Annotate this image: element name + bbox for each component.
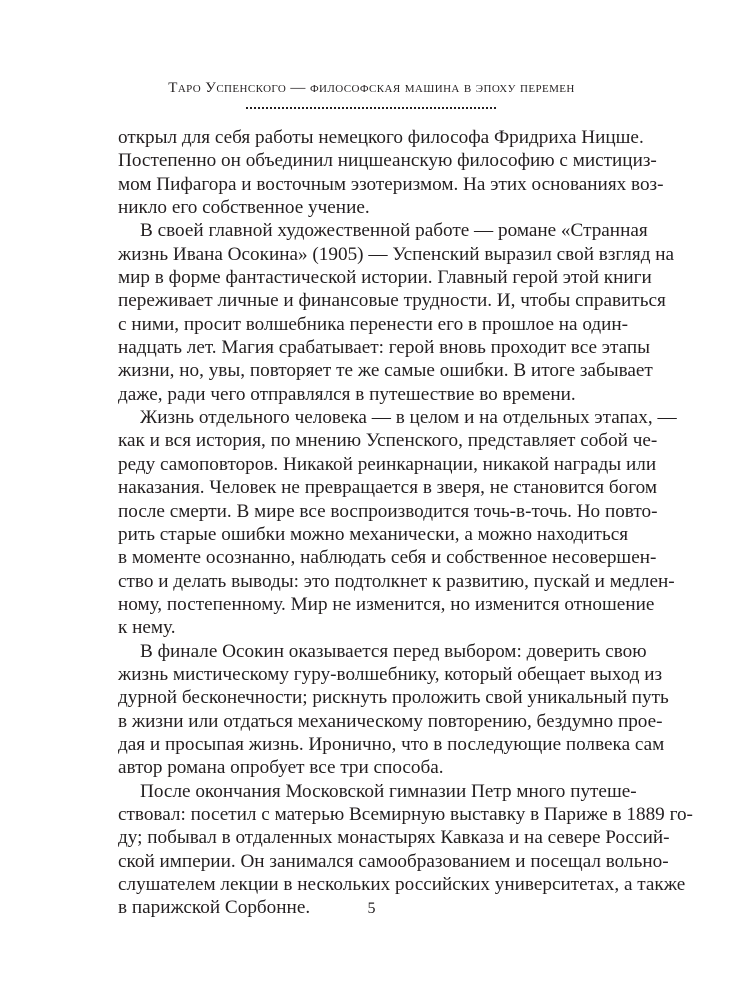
running-header: Таро Успенского — философская машина в эпоху перемен — [168, 80, 575, 96]
text-line: с ними, просит волшебника перенести его в прошлое на один- — [118, 313, 629, 335]
paragraph — [118, 126, 664, 219]
text-line: ствовал: посетил с матерью Всемирную выставку в Париже в 1889 го- — [118, 803, 693, 825]
paragraph — [118, 780, 693, 920]
text-line: жизни, но, увы, повторяет те же самые ошибки. В итоге забывает — [118, 360, 653, 382]
text-line: надцать лет. Магия срабатывает: герой вновь проходит все этапы — [118, 337, 651, 359]
text-line: В финале Осокин оказывается перед выбором: доверить свою — [140, 640, 647, 662]
text-line: реду самоповторов. Никакой реинкарнации, никакой награды или — [118, 453, 657, 475]
text-line: в жизни или отдаться механическому повторению, бездумно прое- — [118, 710, 663, 732]
text-line: Жизнь отдельного человека — в целом и на отдельных этапах, — — [140, 407, 677, 429]
text-line: После окончания Московской гимназии Петр много путеше- — [140, 780, 637, 802]
text-line: к нему. — [118, 617, 176, 639]
text-line: в парижской Сорбонне. — [118, 897, 311, 919]
text-line: наказания. Человек не превращается в зверя, не становится богом — [118, 477, 658, 499]
text-line: В своей главной художественной работе — романе «Странная — [140, 220, 648, 242]
header-dotted-rule — [246, 107, 496, 109]
text-line: ному, постепенному. Мир не изменится, но изменится отношение — [118, 593, 655, 615]
text-line: в моменте осознанно, наблюдать себя и собственное несовершен- — [118, 547, 657, 569]
text-line: рить старые ошибки можно механически, а можно находиться — [118, 523, 629, 545]
body-text — [118, 126, 693, 920]
text-line: Постепенно он объединил ницшеанскую философию с мистициз- — [118, 150, 657, 172]
text-line: мир в форме фантастической истории. Главный герой этой книги — [118, 267, 652, 289]
text-line: дая и просыпая жизнь. Иронично, что в последующие полвека сам — [118, 733, 665, 755]
text-line: дурной бесконечности; рискнуть проложить свой уникальный путь — [118, 687, 669, 709]
text-line: открыл для себя работы немецкого философа Фридриха Ницше. — [118, 127, 644, 148]
text-line: ской империи. Он занимался самообразованием и посещал вольно- — [118, 850, 669, 872]
text-line: жизнь Ивана Осокина» (1905) — Успенский выразил свой взгляд на — [118, 243, 675, 265]
text-line: даже, ради чего отправлялся в путешествие во времени. — [118, 383, 576, 405]
text-line: как и вся история, по мнению Успенского, представляет собой че- — [118, 430, 658, 452]
paragraph — [118, 219, 675, 406]
text-line: переживает личные и финансовые трудности. И, чтобы справиться — [118, 290, 666, 312]
text-line: ство и делать выводы: это подтолкнет к развитию, пускай и медлен- — [118, 570, 675, 592]
text-line: ду; побывал в отдаленных монастырях Кавказа и на севере Россий- — [118, 827, 670, 849]
text-line: слушателем лекции в нескольких российских университетах, а также — [118, 874, 686, 895]
paragraph — [118, 406, 677, 639]
text-line: автор романа опробует все три способа. — [118, 757, 444, 779]
paragraph — [118, 640, 669, 780]
page-number: 5 — [367, 900, 376, 917]
text-line: жизнь мистическому гуру-волшебнику, который обещает выход из — [118, 663, 663, 685]
text-line: никло его собственное учение. — [118, 197, 370, 219]
text-line: мом Пифагора и восточным эзотеризмом. На этих основаниях воз- — [118, 173, 664, 195]
text-line: после смерти. В мире все воспроизводится точь-в-точь. Но повто- — [118, 500, 658, 522]
